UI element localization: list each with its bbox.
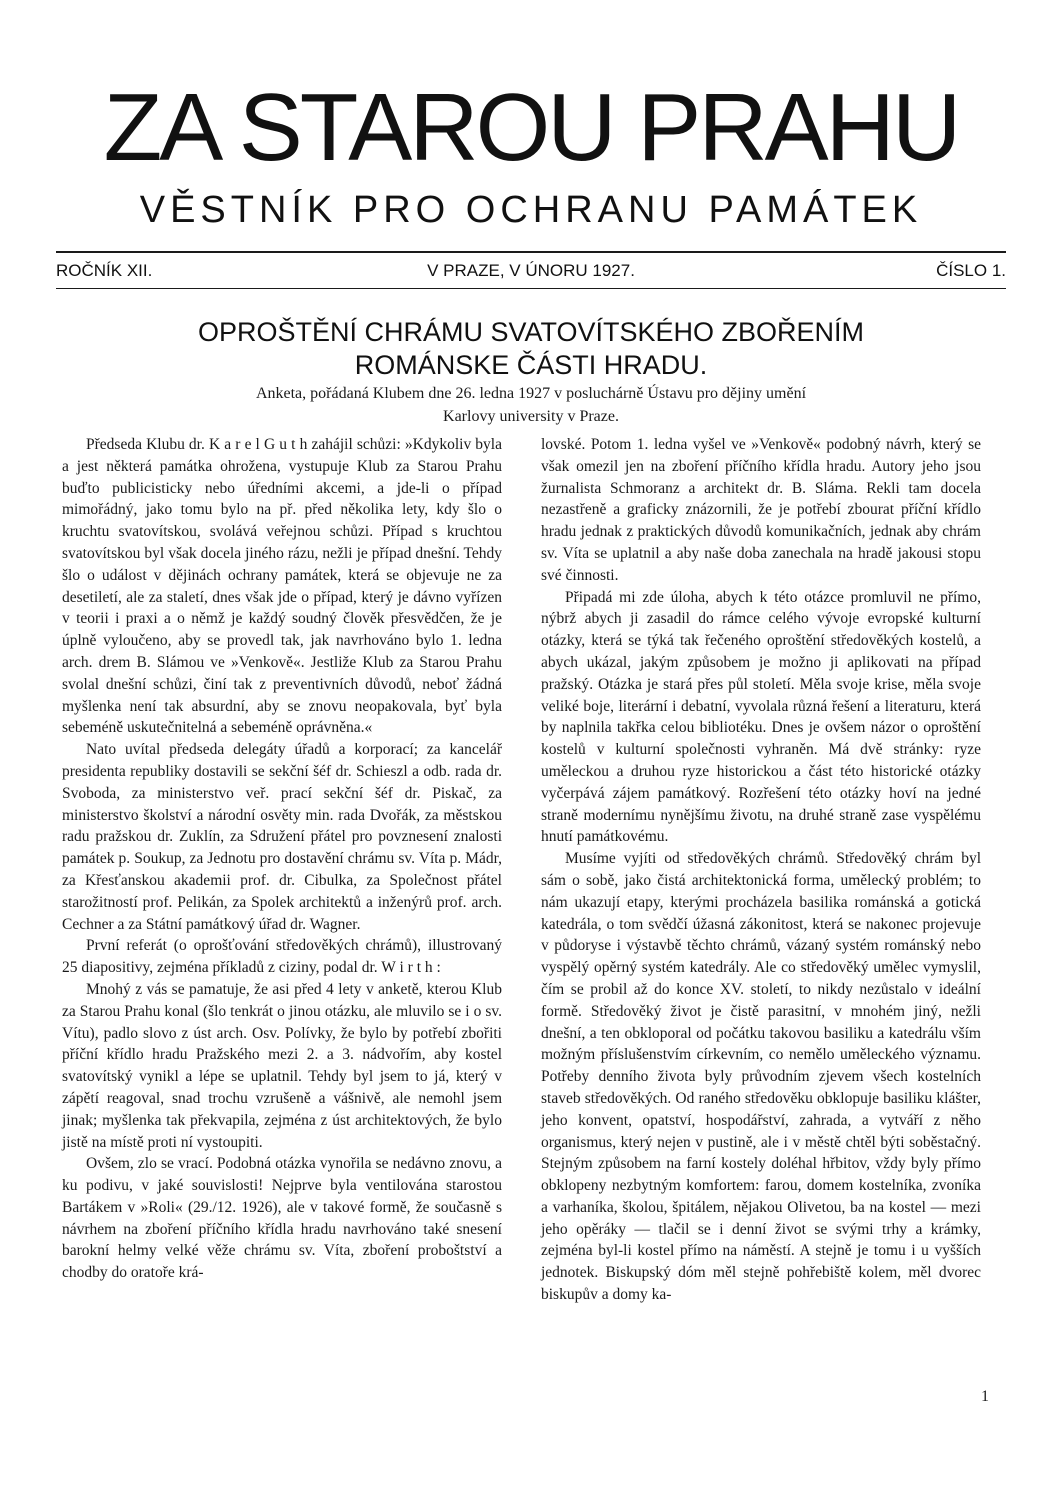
article-title-line-2: ROMÁNSKE ČÁSTI HRADU. bbox=[354, 350, 708, 380]
article-intro-line-2: Karlovy university v Praze. bbox=[443, 408, 619, 425]
left-column bbox=[62, 434, 502, 1284]
masthead-subtitle: VĚSTNÍK PRO OCHRANU PAMÁTEK bbox=[139, 189, 923, 231]
issue-info-bar bbox=[56, 258, 1006, 284]
article-title bbox=[56, 316, 1006, 382]
paragraph: lovské. Potom 1. ledna vyšel ve »Venkově« podobný návrh, který se však omezil jen na zboření příčního křídla hradu. Autory jeho jsou žurnalista Schmoranz a architekt dr. B. Sláma. Rekli tam docela nezastřeně a graficky znázornili, že je potřebí zbourat příční křídlo hradu jednak z praktických důvodů komunikačních, jednak aby chrám sv. Víta se uplatnil a aby naše doba zanechala na hradě jakousi stopu své činnosti. bbox=[541, 436, 981, 584]
article-intro bbox=[56, 382, 1006, 428]
top-divider bbox=[56, 251, 1006, 253]
article-intro-line-1: Anketa, pořádaná Klubem dne 26. ledna 1927 v posluchárně Ústavu pro dějiny umění bbox=[255, 385, 807, 402]
article-title-line-1: OPROŠTĚNÍ CHRÁMU SVATOVÍTSKÉHO ZBOŘENÍM bbox=[197, 317, 865, 347]
volume-label: ROČNÍK XII. bbox=[56, 261, 153, 280]
paragraph: Mnohý z vás se pamatuje, že asi před 4 lety v anketě, kterou Klub za Starou Prahu konal (šlo tenkrát o jinou otázku, ale mluvilo se i o sv. Vítu), padlo slovo z úst arch. Osv. Polívky, že bylo by potřebí zbořiti příční křídlo hradu Pražského mezi 2. a 3. nádvořím, aby kostel svatovítský vynikl a lépe se uplatnil. Tehdy byl jsem to já, který v zápětí reagoval, snad trochu vzrušeně a vášnivě, ale nemohl jsem jinak; myšlenka tak překvapila, zejména z úst architektových, že bylo jistě na místě proti ní vystoupiti. bbox=[62, 980, 502, 1151]
masthead-title: ZA STAROU PRAHU bbox=[103, 74, 959, 181]
right-column bbox=[541, 434, 981, 1306]
paragraph: Nato uvítal předseda delegáty úřadů a korporací; za kancelář presidenta republiky dostavili se sekční šéf dr. Schieszl a odb. rada dr. Svoboda, za ministerstvo veř. prací sekční šéf dr. Piskač, za ministerstvo školství a národní osvěty min. rada Dvořák, za městskou radu pražskou dr. Zuklín, za Sdružení přátel pro povznesení znalosti památek p. Soukup, za Jednotu pro dostavění chrámu sv. Víta p. Mádr, za Křesťanskou akademii prof. dr. Cibulka, za Společnost přátel starožitností prof. Pelikán, za Spolek architektů a inženýrů prof. arch. Cechner a za Státní památkový úřad dr. Wagner. bbox=[62, 741, 502, 933]
bottom-divider bbox=[56, 288, 1006, 289]
paragraph: Musíme vyjíti od středověkých chrámů. Středověký chrám byl sám o sobě, jako čistá architektonická forma, umělecký problém; to nám ukazují etapy, kterými procházela basilika románská a gotická katedrála, o tom svědčí úžasná zákonitost, která se nakonec projevuje v půdoryse i výstavbě těchto chrámů, vázaný systém románský nebo vyspělý opěrný systém katedrály. Ale co středověký umělec vymyslil, čím se probil až do konce XV. století, to nikdy nezůstalo v ideální formě. Středověký život je čistě parasitní, v mnohém jiný, nežli dnešní, a ten obkloporal od počátku takovou basiliku a katedrálu vším možným příslušenstvím církevním, co nemělo uměleckého významu. Potřeby denního života byly průvodním zjevem všech kostelních staveb středověkých. Od raného středověku obklopuje basiliku klášter, jeho konvent, opatství, hospodářství, zahrada, a vytváří z něho organismus, který nejen v pustině, ale i v městě chtěl býti soběstačný. Stejným způsobem na farní kostely doléhal hřbitov, vždy byly přímo obklopeny nezbytným komfortem: farou, domem kostelníka, zvoníka a varhaníka, školou, špitálem, nějakou Olivetou, ba na kostel — mezi jeho opěráky — tlačil se i denní život se svými trhy a krámky, zejména byl-li kostel přímo na náměstí. A stejně je tomu i u vyšších jednotek. Biskupský dóm měl stejně pohřebiště kolem, měl dvorec biskupův a domy ka- bbox=[541, 850, 981, 1304]
paragraph: Předseda Klubu dr. K a r e l G u t h zahájil schůzi: »Kdykoliv byla a jest některá památka ohrožena, vystupuje Klub za Starou Prahu buďto publicisticky nebo úředními akcemi, a jde-li o případ mimořádný, jako tomu bylo na př. před několika lety, kdy šlo o kruchtu svatovítskou, svolává veřejnou schůzi. Případ s kruchtou svatovítskou byl však docela jiného rázu, nežli je případ dnešní. Tehdy šlo o událost v dějinách ochrany památek, která se objevuje ne za desetiletí, ale za staletí, dnes však jde o případ, který je dávno vyřízen v teorii i praxi a o němž je každý soudný člověk přesvědčen, že je úplně vyloučeno, aby se provedl tak, jak navrhováno bylo 1. ledna arch. drem B. Slámou ve »Venkově«. Jestliže Klub za Starou Prahu svolal dnešní schůzi, činí tak z preventivních důvodů, neboť žádná myšlenka není tak absurdní, aby se znovu neopakovala, byť byla sebeméně uskutečnitelná a sebeméně oprávněna.« bbox=[62, 436, 502, 737]
issue-number-label: ČÍSLO 1. bbox=[936, 261, 1006, 280]
page-number: 1 bbox=[981, 1388, 989, 1405]
paragraph: Připadá mi zde úloha, abych k této otázce promluvil ne přímo, nýbrž abych ji zasadil do rámce celého vývoje evropské kulturní otázky, která se týká tak řečeného oproštění středověkých kostelů, a abych ukázal, jakým způsobem je možno ji aplikovati na případ pražský. Otázka je stará přes půl století. Měla svoje krise, měla svoje veliké boje, literární i debatní, vyvolala různá řešení a literaturu, která by naplnila takřka celou bibliotéku. Dnes je ovšem názor o oproštění kostelů v kulturní společnosti vyhraněn. Má dvě stránky: ryze uměleckou a druhou ryze historickou a část této historické otázky vyčerpává zájem památkový. Rozřešení této otázky hoví na jedné straně modernímu nynějšímu životu, na druhé straně zase vyspělému hnutí památkovému. bbox=[541, 588, 981, 846]
place-date-label: V PRAZE, V ÚNORU 1927. bbox=[427, 261, 635, 280]
paragraph: První referát (o oprošťování středověkých chrámů), illustrovaný 25 diapositivy, zejména příkladů z ciziny, podal dr. W i r t h : bbox=[62, 937, 502, 977]
paragraph: Ovšem, zlo se vrací. Podobná otázka vynořila se nedávno znovu, a ku podivu, v jaké souvislosti! Nejprve byla ventilována starostou Bartákem v »Roli« (29./12. 1926), ale v takové formě, že současně s návrhem na zboření příčního křídla hradu navrhováno také snesení barokní helmy velké věže chrámu sv. Víta, zboření proboštství a chodby do oratoře krá- bbox=[62, 1155, 502, 1282]
